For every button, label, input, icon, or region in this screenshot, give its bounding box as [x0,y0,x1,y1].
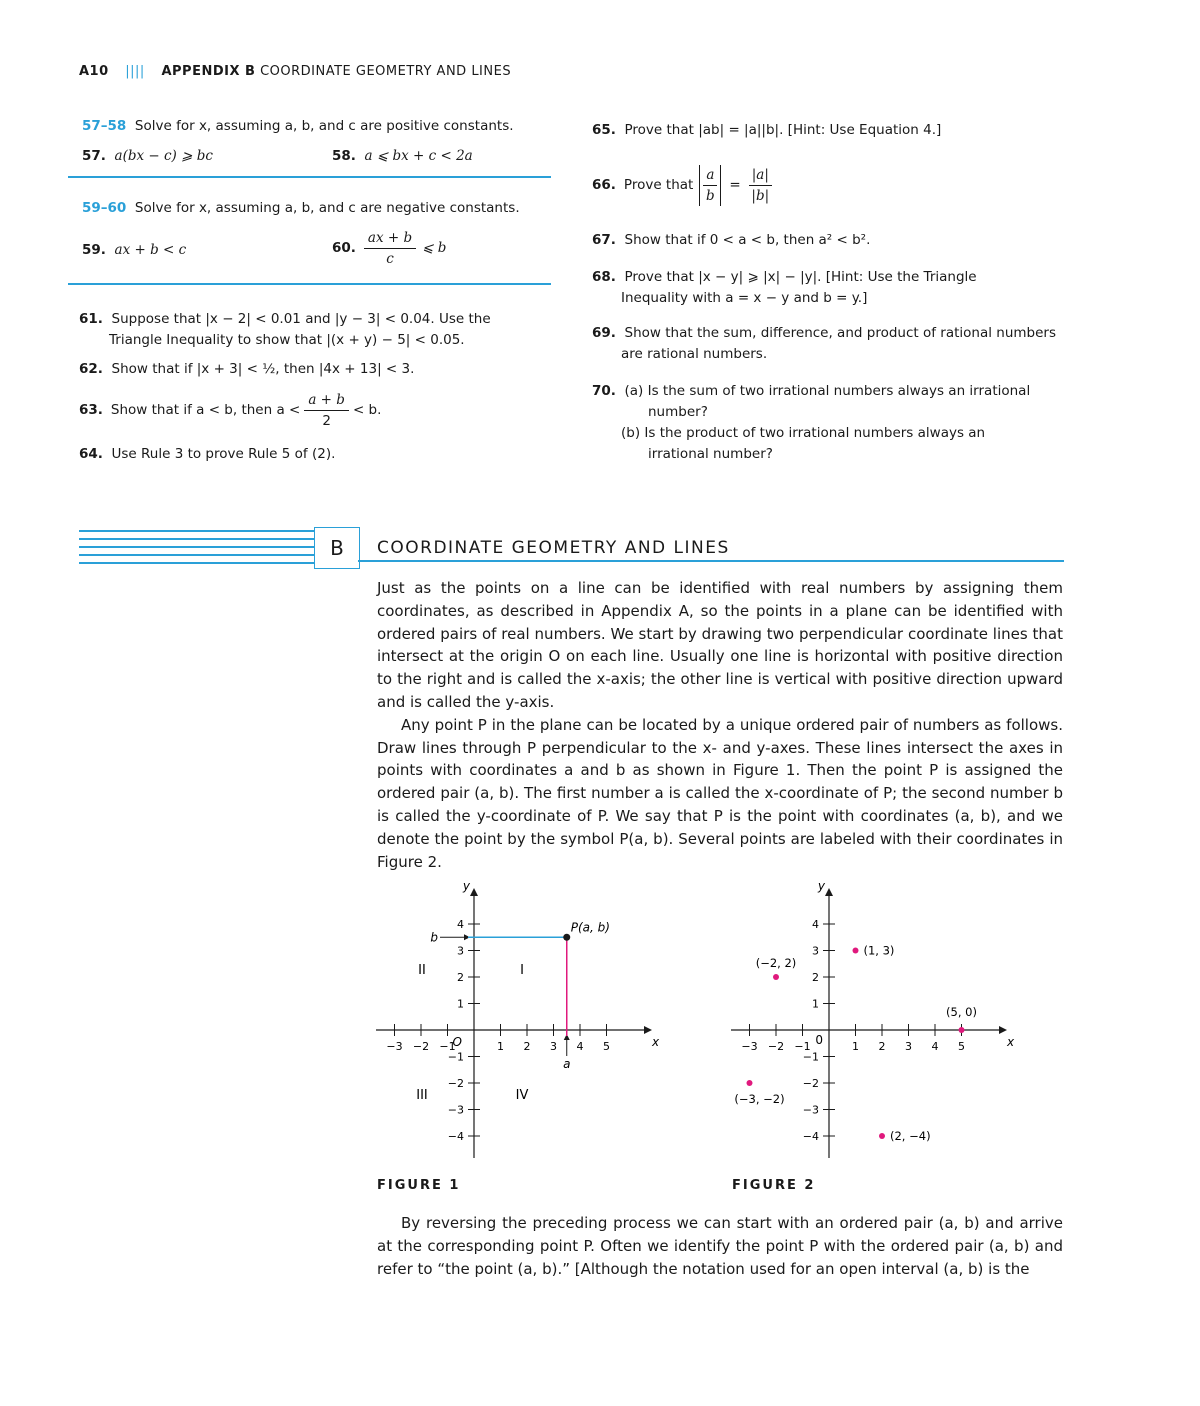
x-arrow-icon [999,1026,1007,1034]
exercise-text: Prove that |ab| = |a||b|. [Hint: Use Equation 4.] [624,122,942,138]
exercise-number: 64. [79,446,103,462]
exercise-64 [79,444,335,465]
b-label: b [430,930,438,945]
exercise-text: Show that the sum, difference, and product of rational numbers [624,325,1056,341]
figure-1-axes [376,888,652,1158]
divider [68,283,551,285]
x-tick-label: 4 [931,1040,939,1053]
quadrant-IV-label: IV [515,1088,529,1103]
fraction-numerator: |a| [749,165,772,186]
exercise-68 [592,267,977,309]
exercise-number: 65. [592,122,616,138]
exercise-69 [592,323,1056,365]
section-title: COORDINATE GEOMETRY AND LINES [377,538,730,558]
divider [68,176,551,178]
data-point-label: (1, 3) [863,943,895,958]
x-tick-label: −3 [741,1040,758,1053]
exercise-group-59-60 [82,198,520,219]
origin-label: O [452,1035,462,1049]
y-tick-label: 2 [812,971,819,984]
exercise-text: Prove that |x − y| ⩾ |x| − |y|. [Hint: Use the Triangle [624,269,977,285]
data-point-label: (2, −4) [890,1129,931,1143]
x-tick-label: 2 [523,1040,531,1053]
range-57-58: 57–58 [82,118,127,134]
point-p-label: P(a, b) [570,920,610,935]
y-tick-label: −4 [802,1130,819,1143]
fraction-numerator: ax + b [364,228,416,249]
origin-label: 0 [815,1033,823,1047]
quadrant-II-label: II [418,963,426,978]
exercise-text: number? [648,404,708,420]
exercise-number: 70. [592,383,616,399]
section-rule [79,538,314,540]
exercise-text: Use Rule 3 to prove Rule 5 of (2). [111,446,336,462]
figure-2-axes [731,888,1007,1158]
exercise-text: are rational numbers. [621,346,768,362]
y-tick-label: 3 [812,944,819,958]
x-tick-label: 3 [905,1040,912,1053]
instruction-59-60: Solve for x, assuming a, b, and c are negative constants. [134,200,520,216]
y-tick-label: 3 [457,944,464,958]
x-tick-label: 5 [958,1040,965,1053]
figure-2 [715,880,1015,1170]
exercise-text: ax + b < c [114,242,187,258]
exercise-number: 60. [332,240,356,256]
figure-1-caption: FIGURE 1 [377,1178,461,1193]
header-title: COORDINATE GEOMETRY AND LINES [260,64,512,79]
exercise-66 [592,165,772,206]
y-tick-label: −3 [802,1103,819,1117]
data-point [853,948,859,954]
x-tick-label: 1 [497,1040,504,1053]
exercise-text: irrational number? [648,446,773,462]
point-p [563,934,570,941]
x-tick-label: 1 [852,1040,859,1053]
y-tick-label: −1 [447,1050,464,1064]
section-rule [79,554,314,556]
exercise-number: 57. [82,148,106,164]
exercise-61 [79,309,491,351]
exercise-text: (b) Is the product of two irrational numbers always an [621,425,986,441]
section-letter: B [330,536,344,560]
exercise-57 [82,146,213,167]
y-tick-label: −2 [802,1077,819,1090]
paragraph-1: Just as the points on a line can be identified with real numbers by assigning them coordinates, as described in Appendix A, so the points in a plane can be identified with ordered pairs of real numbers. We start by drawing two perpendicular coordinate lines that intersect at the origin O on each line. Usually one line is horizontal with positive direction to the right and is called the x-axis; the other line is vertical with positive direction upward and is called the y-axis. [377,579,1063,711]
y-tick-label: −1 [802,1050,819,1064]
exercise-70 [592,381,1030,465]
data-point [773,974,779,980]
data-point [747,1080,753,1086]
paragraph-3: By reversing the preceding process we can start with an ordered pair (a, b) and arrive at the corresponding point P. Often we identify the point P with the ordered pair (a, b) and refer to “the point (a, b).” [Although the notation used for an open interval (a, b) is the [377,1214,1063,1278]
exercise-text: < b. [352,402,382,418]
appendix-label: APPENDIX B [161,64,256,79]
data-point-label: (−2, 2) [755,956,797,970]
exercise-62 [79,359,414,380]
quadrant-I-label: I [520,963,524,978]
exercise-number: 61. [79,311,103,327]
exercise-60 [332,228,446,269]
x-axis-label: x [652,1035,660,1049]
x-arrow-icon [644,1026,652,1034]
exercise-67 [592,230,870,251]
exercise-63 [79,390,381,431]
x-axis-label: x [1007,1035,1015,1049]
y-tick-label: 4 [457,918,464,931]
equals-sign: = [729,177,741,193]
y-tick-label: 1 [812,997,819,1011]
page-number: A10 [79,64,109,79]
exercise-text: Prove that [623,177,694,193]
x-tick-label: −2 [767,1040,785,1053]
section-letter-box [314,527,360,569]
exercise-58 [332,146,473,167]
running-header [79,64,511,79]
paragraph-2: Any point P in the plane can be located by a unique ordered pair of numbers as follows. Draw lines through P perpendicular to the x- and y-axes. These lines intersect the axes in points with coordinates a and b as shown in Figure 1. Then the point P is assigned the ordered pair (a, b). The first number a is called the x-coordinate of P; the second number b is called the y-coordinate of P. We say that P is the point with coordinates (a, b), and we denote the point by the symbol P(a, b). Several points are labeled with their coordinates in Figure 2. [377,715,1063,871]
figure-2-caption: FIGURE 2 [732,1178,816,1193]
quadrant-III-label: III [416,1088,428,1103]
exercise-text: Show that if |x + 3| < ½, then |4x + 13| < 3. [111,361,415,377]
exercise-text: a ⩽ bx + c < 2a [364,148,473,164]
exercise-text: ⩽ b [422,240,447,256]
section-rule [79,546,314,548]
exercise-number: 63. [79,402,103,418]
x-tick-label: −2 [412,1040,430,1053]
exercise-number: 67. [592,232,616,248]
exercise-number: 62. [79,361,103,377]
exercise-text: a(bx − c) ⩾ bc [114,148,213,164]
fraction-denominator: c [386,251,394,267]
y-tick-label: 4 [812,918,819,931]
fraction-numerator: a [703,165,717,186]
fraction-denominator: b [706,188,715,204]
x-tick-label: 3 [550,1040,557,1053]
y-axis-label: y [817,880,825,893]
header-bars: |||| [125,64,145,79]
y-tick-label: 2 [457,971,464,984]
x-tick-label: 4 [576,1040,584,1053]
instruction-57-58: Solve for x, assuming a, b, and c are positive constants. [134,118,514,134]
exercise-number: 69. [592,325,616,341]
section-underline [358,560,1064,562]
exercise-number: 68. [592,269,616,285]
body-text-continued [377,1212,1063,1280]
a-label: a [563,1057,571,1071]
exercise-group-57-58 [82,116,514,137]
x-tick-label: −3 [386,1040,403,1053]
range-59-60: 59–60 [82,200,127,216]
exercise-text: Show that if a < b, then a < [110,402,301,418]
exercise-text: (a) Is the sum of two irrational numbers always an irrational [624,383,1031,399]
y-tick-label: 1 [457,997,464,1011]
data-point [959,1027,965,1033]
figure-1 [360,880,660,1170]
exercise-number: 66. [592,177,616,193]
data-point-label: (5, 0) [946,1005,977,1019]
exercise-text: Suppose that |x − 2| < 0.01 and |y − 3| < 0.04. Use the [111,311,491,327]
y-tick-label: −4 [447,1130,464,1143]
x-tick-label: −1 [794,1040,811,1053]
exercise-number: 58. [332,148,356,164]
y-arrow-icon [825,888,833,896]
data-point-label: (−3, −2) [734,1092,785,1106]
exercise-59 [82,240,186,261]
x-tick-label: 2 [878,1040,886,1053]
section-rule [79,530,314,532]
y-axis-label: y [462,880,470,893]
fraction-numerator: a + b [304,390,349,411]
section-rule [79,562,314,564]
y-tick-label: −2 [447,1077,464,1090]
data-point [879,1133,885,1139]
exercise-text: Triangle Inequality to show that |(x + y) − 5| < 0.05. [109,332,465,348]
y-tick-label: −3 [447,1103,464,1117]
x-tick-label: −1 [439,1040,456,1053]
exercise-text: Show that if 0 < a < b, then a² < b². [624,232,871,248]
exercise-text: Inequality with a = x − y and b = y.] [621,290,868,306]
fraction-denominator: |b| [751,188,770,204]
fraction-denominator: 2 [322,413,331,429]
exercise-number: 59. [82,242,106,258]
x-tick-label: 5 [603,1040,610,1053]
body-text [377,577,1063,873]
exercise-65 [592,120,941,141]
y-arrow-icon [470,888,478,896]
